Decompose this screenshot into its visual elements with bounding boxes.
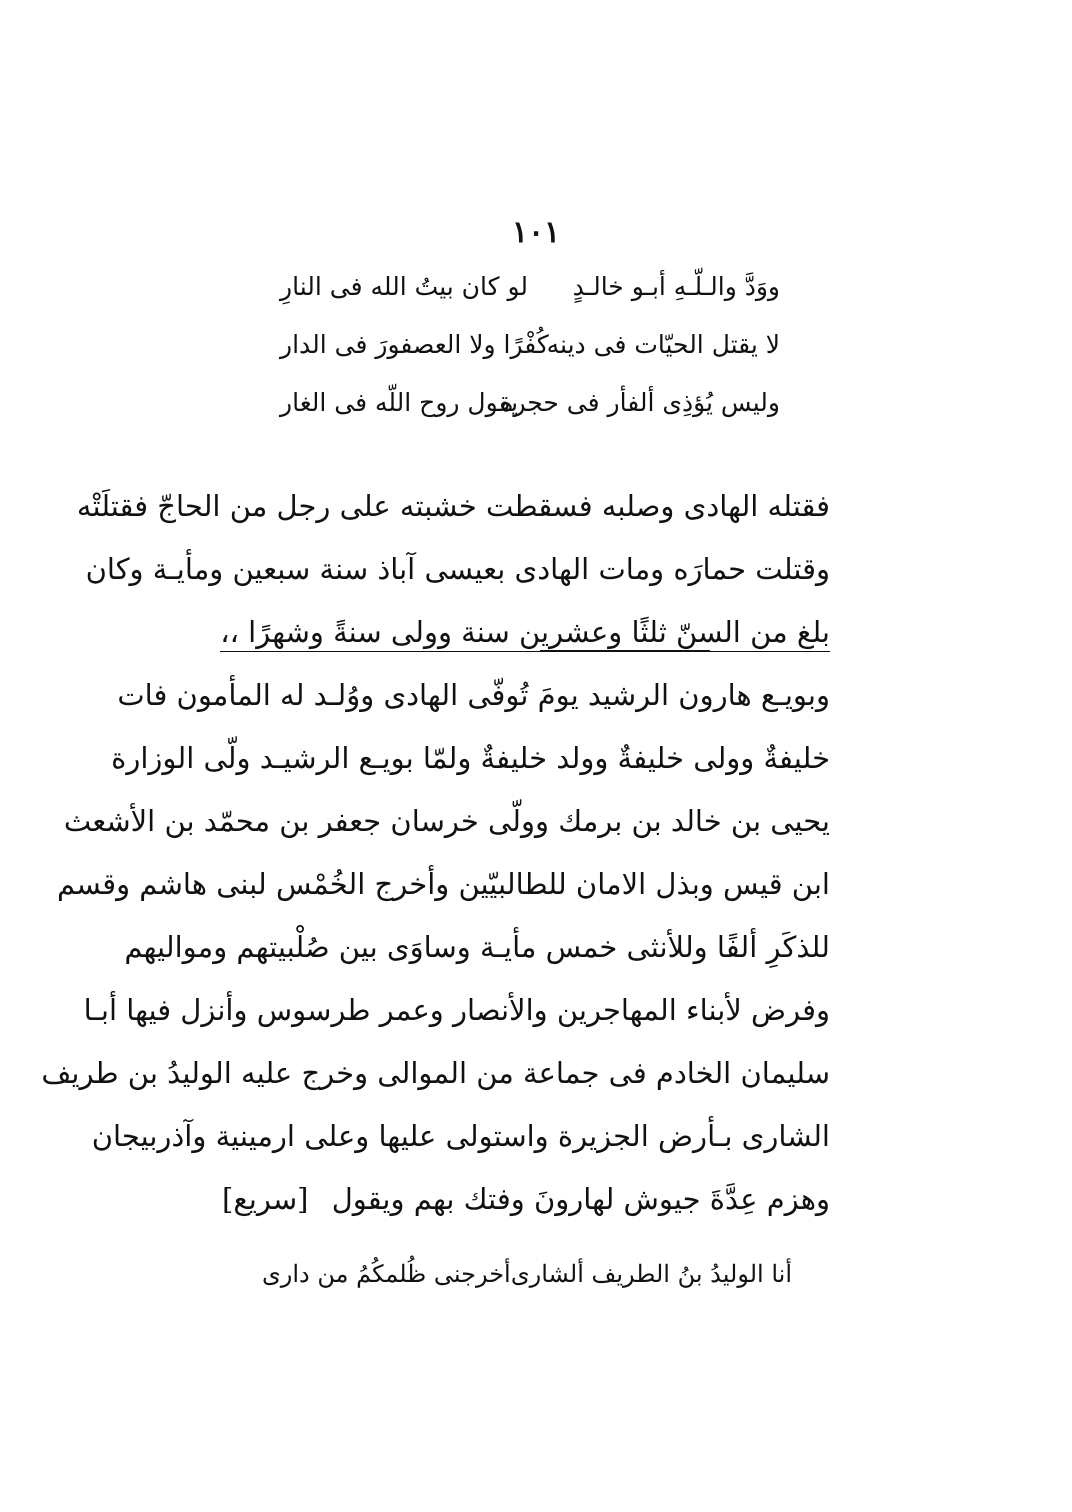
verse-line: [280, 272, 780, 330]
prose-line: سليمان الخادم فى جماعة من الموالى وخرج عليه الوليدُ بن طريف: [41, 1056, 830, 1090]
prose-line: للذكَرِ ألفًا وللأنثى خمس مأيـة وساوَى بين صُلْبيتهم ومواليهم: [124, 930, 830, 964]
verse-second-hemistich: أخرجنى ظُلمكُمُ من دارى: [262, 1260, 511, 1288]
prose-line: خليفةٌ وولى خليفةٌ وولد خليفةٌ ولمّا بويـع الرشيـد ولّى الوزارة: [111, 741, 830, 775]
page-number: ١٠١: [511, 215, 561, 250]
verse-block-top: [280, 272, 780, 446]
verse-first-hemistich: ووَدَّ والـلّـهِ أبـو خالـدٍ: [572, 272, 780, 301]
verse-first-hemistich: لا يقتل الحيّات فى دينه: [546, 330, 780, 359]
prose-line: وفرض لأبناء المهاجرين والأنصار وعمر طرسوس وأنزل فيها أبـا: [83, 993, 830, 1027]
verse-line: [280, 388, 780, 446]
underlined-text: بلغ من السنّ ثلثًا وعشرين سنة وولى سنةً وشهرًا ،،: [220, 615, 830, 652]
prose-line: الشارى بـأرض الجزيرة واستولى عليها وعلى ارمينية وآذربيجان: [91, 1119, 830, 1153]
prose-line: يحيى بن خالد بن برمك وولّى خرسان جعفر بن محمّد بن الأشعث: [63, 804, 830, 838]
verse-first-hemistich: وليس يُؤذِى ألفأر فى حجره: [500, 388, 780, 417]
prose-block: [41, 486, 830, 1242]
prose-line: ابن قيس وبذل الامان للطالبيّين وأخرج الخُمْس لبنى هاشم وقسم: [57, 867, 830, 901]
prose-line: وقتلت حمارَه ومات الهادى بعيسى آباذ سنة سبعين ومأيـة وكان: [85, 552, 830, 586]
verse-second-hemistich: لو كان بيتُ الله فى النارِ: [280, 272, 529, 301]
verse-second-hemistich: كُفْرًا ولا العصفورَ فى الدار: [280, 330, 549, 359]
prose-last-line-text: وهزم عِدَّةَ جيوش لهارونَ وفتك بهم ويقول: [331, 1182, 830, 1216]
prose-line: فقتله الهادى وصلبه فسقطت خشبته على رجل من الحاجّ فقتلَتْه: [76, 489, 830, 523]
verse-first-hemistich: أنا الوليدُ بنُ الطريف ألشارى: [510, 1260, 792, 1288]
prose-line: [222, 612, 830, 675]
meter-label: [سريع]: [222, 1182, 309, 1216]
verse-line: [280, 330, 780, 388]
prose-line: [222, 1179, 830, 1242]
verse-second-hemistich: يقول روح اللّه فى الغار: [280, 388, 519, 417]
section-divider: [540, 650, 710, 651]
verse-bottom: [262, 1260, 792, 1300]
prose-line: وبويـع هارون الرشيد يومَ تُوفّى الهادى ووُلـد له المأمون فات: [117, 678, 830, 712]
